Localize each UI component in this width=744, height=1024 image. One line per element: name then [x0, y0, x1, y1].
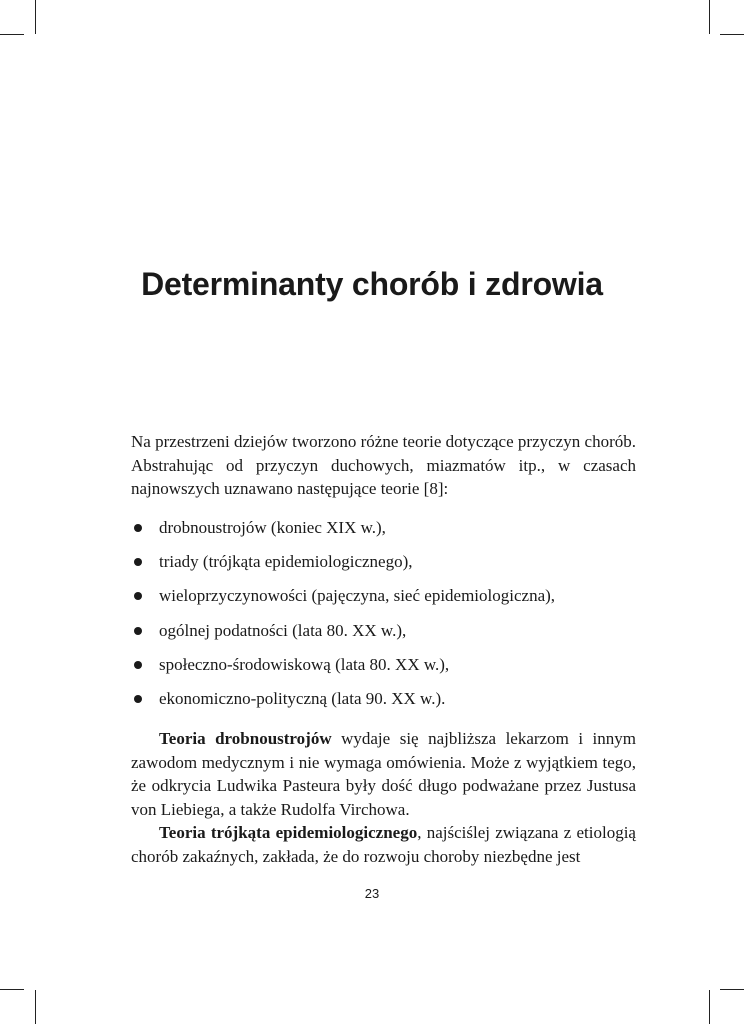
- list-item: [131, 550, 636, 584]
- list-item: [131, 619, 636, 653]
- paragraph-germ-theory: [131, 727, 636, 821]
- crop-mark-bottom-left: [35, 990, 36, 1024]
- crop-mark-bottom-right: [709, 990, 710, 1024]
- body-paragraphs: [131, 727, 636, 868]
- list-item-text: drobnoustrojów (koniec XIX w.),: [159, 518, 386, 537]
- list-item-text: społeczno-środowiskową (lata 80. XX w.),: [159, 654, 450, 674]
- bullet-icon: [134, 627, 142, 635]
- list-item-text: wieloprzyczynowości (pajęczyna, sieć epidemiologiczna),: [159, 586, 556, 606]
- bullet-icon: [134, 558, 142, 566]
- crop-mark-top-right-h: [720, 34, 744, 35]
- crop-mark-top-left-h: [0, 34, 24, 35]
- crop-mark-bottom-left-h: [0, 989, 24, 990]
- list-item-text: ekonomiczno-polityczną (lata 90. XX w.).: [159, 688, 446, 708]
- crop-mark-bottom-right-h: [720, 989, 744, 990]
- list-item-text: ogólnej podatności (lata 80. XX w.),: [159, 620, 407, 640]
- paragraph-triangle-theory: [131, 821, 636, 868]
- crop-mark-top-right: [709, 0, 710, 34]
- paragraph-text: wydaje się najbliższa lekarzom i innym zawodom medycznym i nie wymaga omówienia. Może z wyjątkiem tego, że odkrycia Ludwika Pasteura były dość długo podważane przez Justusa von Liebiega, a także Rudolfa Virchowa.: [131, 729, 636, 819]
- list-item: [131, 687, 636, 721]
- list-item-text: triady (trójkąta epidemiologicznego),: [159, 552, 413, 572]
- chapter-title: Determinanty chorób i zdrowia: [141, 266, 603, 302]
- list-item: [131, 516, 636, 550]
- bullet-icon: [134, 524, 142, 532]
- bullet-icon: [134, 661, 142, 669]
- term-germ-theory: Teoria drobnoustrojów: [159, 729, 332, 748]
- page-number: 23: [364, 886, 380, 901]
- term-triangle-theory: Teoria trójkąta epidemiologicznego: [159, 823, 418, 842]
- list-item: [131, 653, 636, 687]
- intro-paragraph: Na przestrzeni dziejów tworzono różne teorie dotyczące przyczyn chorób. Abstrahując od przyczyn duchowych, miazmatów itp., w czasach najnowszych uznawano następujące teorie [8]:: [131, 432, 636, 498]
- bullet-icon: [134, 592, 142, 600]
- bullet-icon: [134, 695, 142, 703]
- list-item: [131, 584, 636, 618]
- crop-mark-top-left: [35, 0, 36, 34]
- theory-list: [131, 516, 636, 721]
- paragraph-text: , najściślej związana z etiologią chorób zakaźnych, zakłada, że do rozwoju choroby niezbędne jest: [131, 823, 636, 866]
